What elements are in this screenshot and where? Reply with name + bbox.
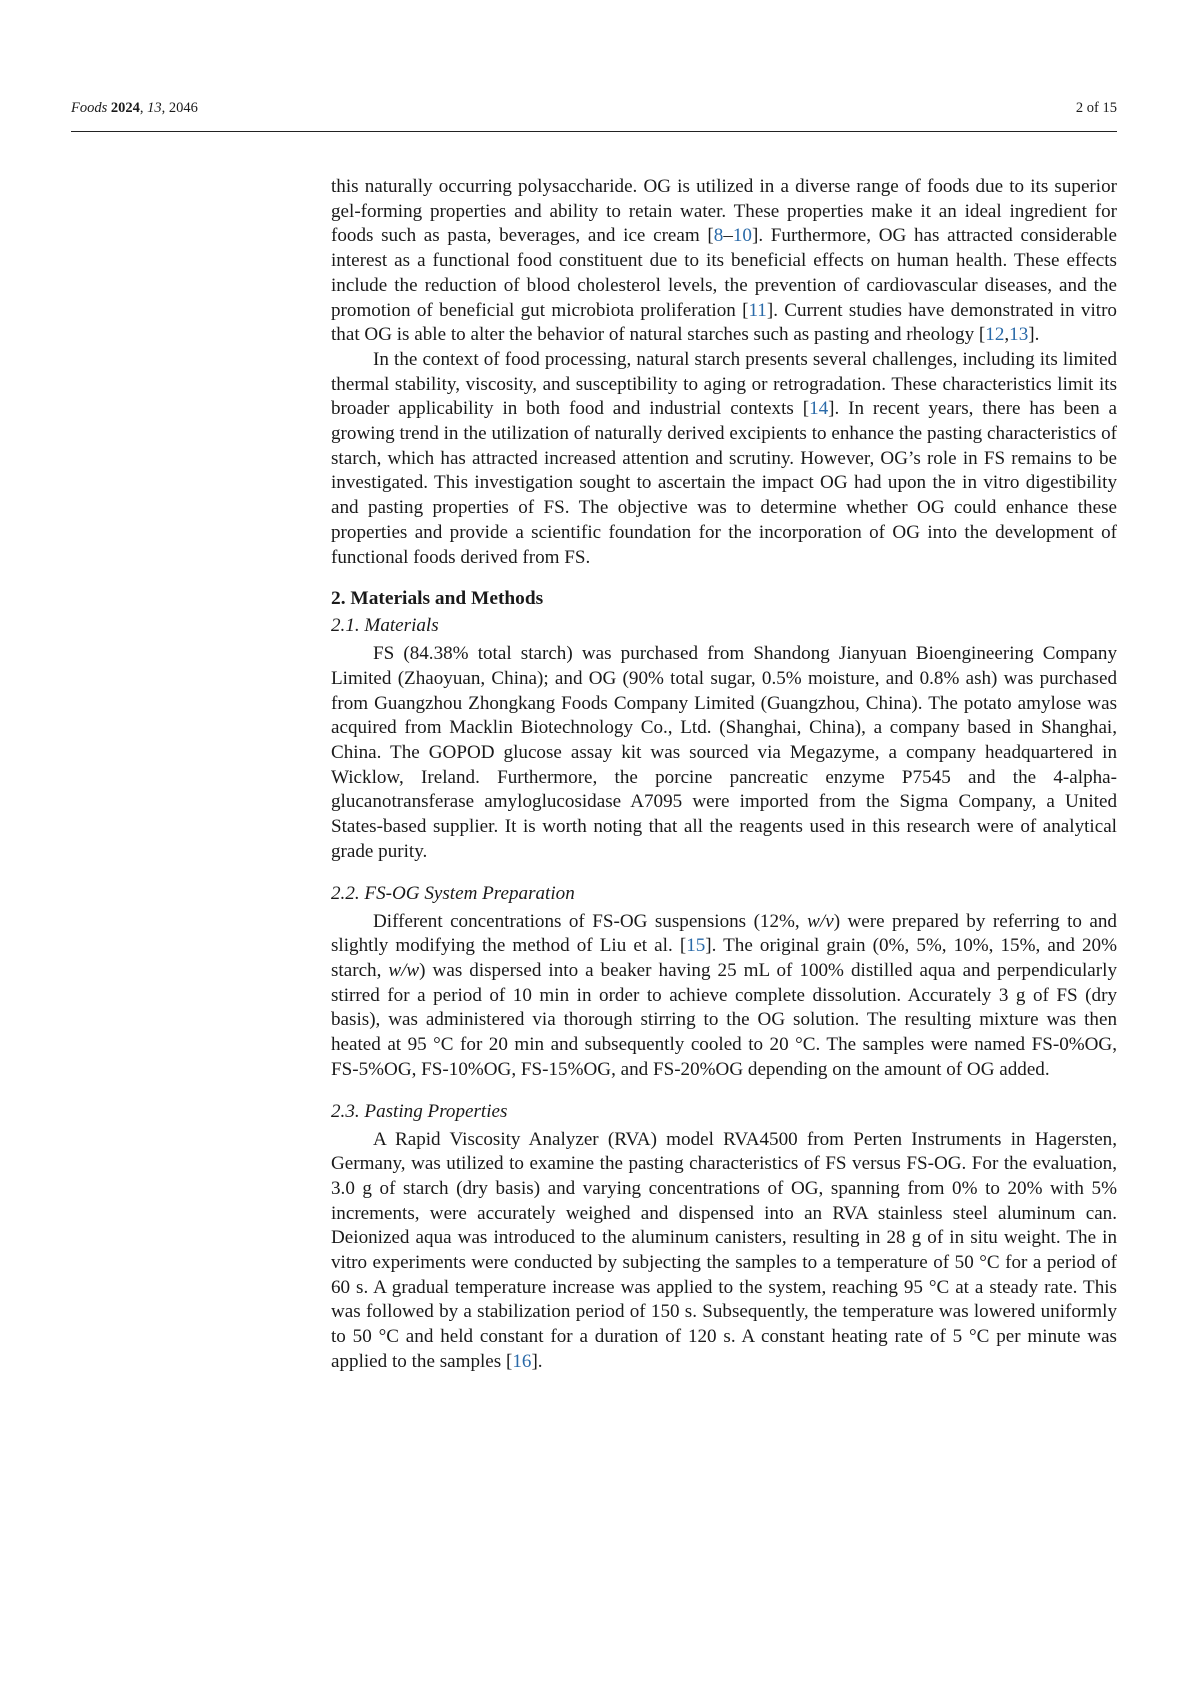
unit-ratio: w/w <box>388 959 420 981</box>
page-number: 2 of 15 <box>1075 100 1117 116</box>
citation-link[interactable]: 12 <box>985 324 1005 346</box>
text-run: ]. <box>1028 324 1040 346</box>
intro-paragraph-1 <box>331 175 1117 348</box>
text-run: A Rapid Viscosity Analyzer (RVA) model RVA4500 from Perten Instruments in Hagersten, Germany, was utilized to examine the pasting characteristics of FS versus FS-OG. For the evaluation, 3.0 g of starch (dry basis) and varying concentrations of OG, spanning from 0% to 20% with 5% increments, were accurately weighed and dispensed into an RVA stainless steel aluminum can. Deionized aqua was introduced to the aluminum canisters, resulting in 28 g of in situ weight. The in vitro experiments were conducted by subjecting the samples to a temperature of 50 °C for a period of 60 s. A gradual temperature increase was applied to the system, reaching 95 °C at a steady rate. This was followed by a stabilization period of 150 s. Subsequently, the temperature was lowered uniformly to 50 °C and held constant for a duration of 120 s. A constant heating rate of 5 °C per minute was applied to the samples [ <box>331 1128 1117 1372</box>
text-run: this naturally occurring polysaccharide. OG is utilized in a diverse range of foods due to its superior gel-forming properties and ability to retain water. These properties make it an ideal ingredient for foods such as pasta, beverages, and ice cream [ <box>331 176 1117 247</box>
section-heading: 2. Materials and Methods <box>331 588 544 610</box>
citation-link[interactable]: 11 <box>748 299 767 321</box>
text-run: ]. In recent years, there has been a growing trend in the utilization of naturally derived excipients to enhance the pasting characteristics of starch, which has attracted increased attention and scrutiny. However, OG’s role in FS remains to be investigated. This investigation sought to ascertain the impact OG had upon the in vitro digestibility and pasting properties of FS. The objective was to determine whether OG could enhance these properties and provide a scientific foundation for the incorporation of OG into the development of functional foods derived from FS. <box>331 398 1117 568</box>
citation-link[interactable]: 15 <box>686 935 706 957</box>
citation-link[interactable]: 10 <box>732 225 752 247</box>
text-run: Different concentrations of FS-OG suspensions (12%, <box>373 910 808 932</box>
subsection-heading-preparation: 2.2. FS-OG System Preparation <box>331 882 575 904</box>
subsection-heading-pasting: 2.3. Pasting Properties <box>331 1100 508 1122</box>
intro-paragraph-2 <box>331 348 1117 570</box>
text-run: ) were prepared by referring to and slightly modifying the method of Liu et al. [ <box>331 910 1117 957</box>
citation-link[interactable]: 16 <box>512 1350 532 1372</box>
unit-ratio: w/v <box>807 910 834 932</box>
pasting-paragraph <box>331 1128 1117 1375</box>
journal-citation: Foods 2024, 13, 2046 <box>71 100 198 116</box>
text-run: In the context of food processing, natural starch presents several challenges, including its limited thermal stability, viscosity, and susceptibility to aging or retrogradation. These characteristics limit its broader applicability in both food and industrial contexts [ <box>331 348 1117 420</box>
citation-link[interactable]: 13 <box>1009 324 1029 346</box>
text-run: ]. Current studies have demonstrated in vitro that OG is able to alter the behavior of natural starches such as pasting and rheology [ <box>331 299 1117 346</box>
header-rule <box>71 131 1117 132</box>
citation-link[interactable]: 8 <box>713 225 724 247</box>
article-number: 2046 <box>168 100 198 116</box>
journal-volume: 13 <box>147 100 162 116</box>
running-header <box>71 100 1117 124</box>
preparation-paragraph <box>331 910 1117 1083</box>
text-run: , <box>1004 324 1010 346</box>
text-run: ) was dispersed into a beaker having 25 mL of 100% distilled aqua and perpendicularly stirred for a period of 10 min in order to achieve complete dissolution. Accurately 3 g of FS (dry basis), was administered via thorough stirring to the OG solution. The resulting mixture was then heated at 95 °C for 20 min and subsequently cooled to 20 °C. The samples were named FS-0%OG, FS-5%OG, FS-10%OG, FS-15%OG, and FS-20%OG depending on the amount of OG added. <box>331 959 1117 1080</box>
journal-year: 2024 <box>110 100 140 116</box>
text-run: ]. Furthermore, OG has attracted considerable interest as a functional food constituent due to its beneficial effects on human health. These effects include the reduction of blood cholesterol levels, the prevention of cardiovascular diseases, and the promotion of beneficial gut microbiota proliferation [ <box>331 225 1117 321</box>
text-run: – <box>723 225 733 247</box>
article-body <box>331 175 1117 1375</box>
text-run: ]. The original grain (0%, 5%, 10%, 15%, and 20% starch, <box>331 935 1117 981</box>
materials-paragraph: FS (84.38% total starch) was purchased from Shandong Jianyuan Bioengineering Company Limited (Zhaoyuan, China); and OG (90% total sugar, 0.5% moisture, and 0.8% ash) was purchased from Guangzhou Zhongkang Foods Company Limited (Guangzhou, China). The potato amylose was acquired from Macklin Biotechnology Co., Ltd. (Shanghai, China), a company based in Shanghai, China. The GOPOD glucose assay kit was sourced via Megazyme, a company headquartered in Wicklow, Ireland. Furthermore, the porcine pancreatic enzyme P7545 and the 4-alpha-glucanotransferase amyloglucosidase A7095 were imported from the Sigma Company, a United States-based supplier. It is worth noting that all the reagents used in this research were of analytical grade purity. <box>331 643 1117 862</box>
citation-link[interactable]: 14 <box>809 398 829 420</box>
subsection-heading-materials: 2.1. Materials <box>331 615 439 637</box>
text-run: ]. <box>531 1350 543 1372</box>
journal-name: Foods <box>71 100 108 116</box>
